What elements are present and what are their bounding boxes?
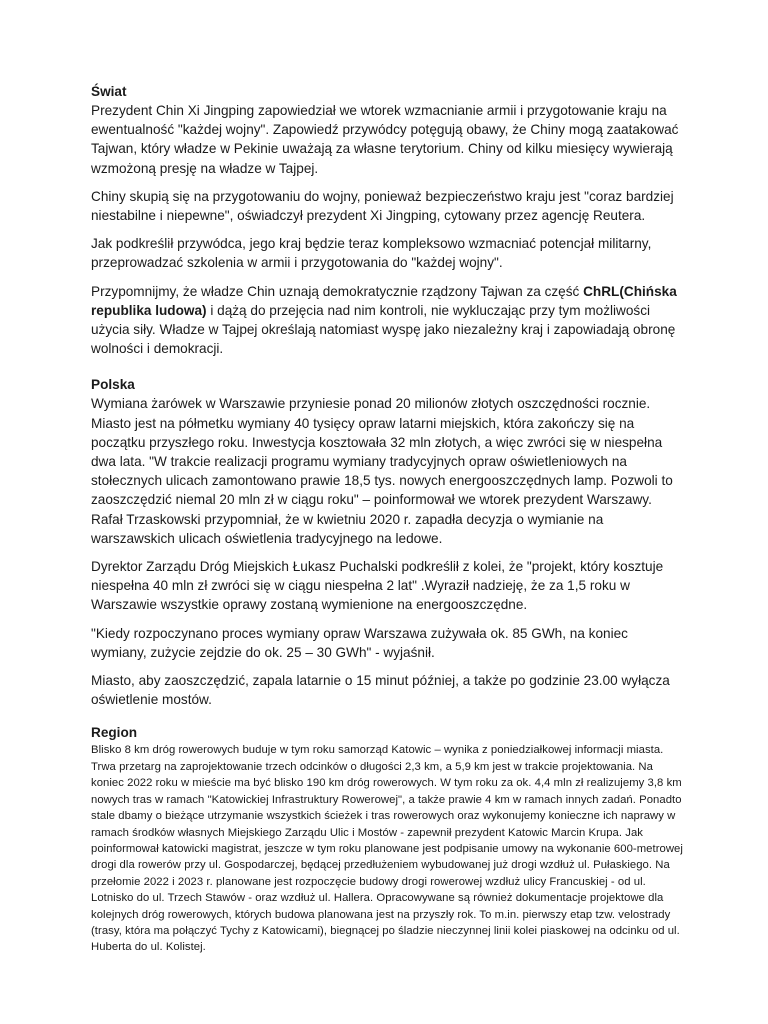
document-page	[91, 82, 685, 970]
paragraph: Wymiana żarówek w Warszawie przyniesie ponad 20 milionów złotych oszczędności rocznie. Miasto jest na półmetku wymiany 40 tysięcy opraw latarni miejskich, która zakończy się na początku przyszłego roku. Inwestycja kosztowała 32 mln złotych, a więc zwróci się w niespełna dwa lata. "W trakcie realizacji programu wymiany tradycyjnych opraw oświetleniowych na stołecznych ulicach zamontowano prawie 18,5 tys. nowych energooszczędnych lamp. Pozwoli to zaoszczędzić niemal 20 mln zł w ciągu roku" – poinformował we wtorek prezydent Warszawy. Rafał Trzaskowski przypomniał, że w kwietniu 2020 r. zapadła decyzja o wymianie na warszawskich ulicach oświetlenia tradycyjnego na ledowe.	[91, 396, 673, 546]
paragraph: Miasto, aby zaoszczędzić, zapala latarnie o 15 minut później, a także po godzinie 23.00 wyłącza oświetlenie mostów.	[91, 673, 670, 708]
paragraph: Chiny skupią się na przygotowaniu do wojny, ponieważ bezpieczeństwo kraju jest "coraz bardziej niestabilne i niepewne", oświadczył prezydent Xi Jingping, cytowany przez agencję Reutera.	[91, 188, 674, 224]
paragraph	[91, 282, 685, 359]
paragraph-text: Przypomnijmy, że władze Chin uznają demokratycznie rządzony Tajwan za część	[91, 283, 584, 299]
paragraph: Dyrektor Zarządu Dróg Miejskich Łukasz Puchalski podkreślił z kolei, że "projekt, który kosztuje niespełna 40 mln zł zwróci się w ciągu niespełna 2 lat" .Wyraził nadzieję, że za 1,5 roku w Warszawie wszystkie oprawy zostaną wymienione na energooszczędne.	[91, 559, 664, 613]
section-heading-polska: Polska	[91, 377, 135, 393]
paragraph-text: i dążą do przejęcia nad nim kontroli, nie wykluczając przy tym możliwości użycia siły. Władze w Tajpej określają natomiast wyspę jako niezależny kraj i zapowiadają obronę wolności i demokracji.	[91, 302, 676, 357]
paragraph: Prezydent Chin Xi Jingping zapowiedział we wtorek wzmacnianie armii i przygotowanie kraju na ewentualność "każdej wojny". Zapowiedź przywódcy potęgują obawy, że Chiny mogą zaatakować Tajwan, który władze w Pekinie uważają za własne terytorium. Chiny od kilku miesięcy wywierają wzmożoną presję na władze w Tajpej.	[91, 103, 679, 176]
paragraph: "Kiedy rozpoczynano proces wymiany opraw Warszawa zużywała ok. 85 GWh, na koniec wymiany, zużycie zejdzie do ok. 25 – 30 GWh" - wyjaśnił.	[91, 625, 628, 660]
bold-phrase: ChRL(Chińska republika ludowa)	[91, 283, 677, 318]
section-polska	[91, 375, 685, 709]
paragraph: Jak podkreślił przywódca, jego kraj będzie teraz kompleksowo wzmacniać potencjał militarny, przeprowadzać szkolenia w armii i przygotowania do "każdej wojny".	[91, 236, 652, 271]
section-heading-region: Region	[91, 725, 138, 741]
paragraph: Blisko 8 km dróg rowerowych buduje w tym roku samorząd Katowic – wynika z poniedziałkowej informacji miasta. Trwa przetarg na zaprojektowanie trzech odcinków o długości 2,3 km, a 5,9 km jest w trakcie projektowania. Na koniec 2022 roku w mieście ma być blisko 190 km dróg rowerowych. W tym roku za ok. 4,4 mln zł realizujemy 3,8 km nowych tras w ramach "Katowickiej Infrastruktury Rowerowej", a także prawie 4 km w ramach innych zadań. Ponadto stale dbamy o bieżące utrzymanie wszystkich ścieżek i tras rowerowych oraz wykonujemy konieczne ich naprawy w ramach środków własnych Miejskiego Zarządu Ulic i Mostów - zapewnił prezydent Katowic Marcin Krupa. Jak poinformował katowicki magistrat, jeszcze w tym roku planowane jest podpisanie umowy na wykonanie 600-metrowej drogi dla rowerów przy ul. Gospodarczej, będącej przedłużeniem wybudowanej już drogi wzdłuż ul. Pułaskiego. Na przełomie 2022 i 2023 r. planowane jest rozpoczęcie budowy drogi rowerowej wzdłuż ulicy Francuskiej - od ul. Lotnisko do ul. Trzech Stawów - oraz wzdłuż ul. Hallera. Opracowywane są również dokumentacje projektowe dla kolejnych dróg rowerowych, których budowa planowana jest na przyszły rok. To m.in. pierwszy etap tzw. velostrady (trasy, która ma połączyć Tychy z Katowicami), biegnącej po śladzie nieczynnej linii kolei piaskowej na odcinku od ul. Huberta do ul. Kolistej.	[91, 744, 683, 954]
section-heading-swiat: Świat	[91, 84, 127, 99]
section-swiat	[91, 82, 685, 358]
section-region	[91, 723, 685, 955]
